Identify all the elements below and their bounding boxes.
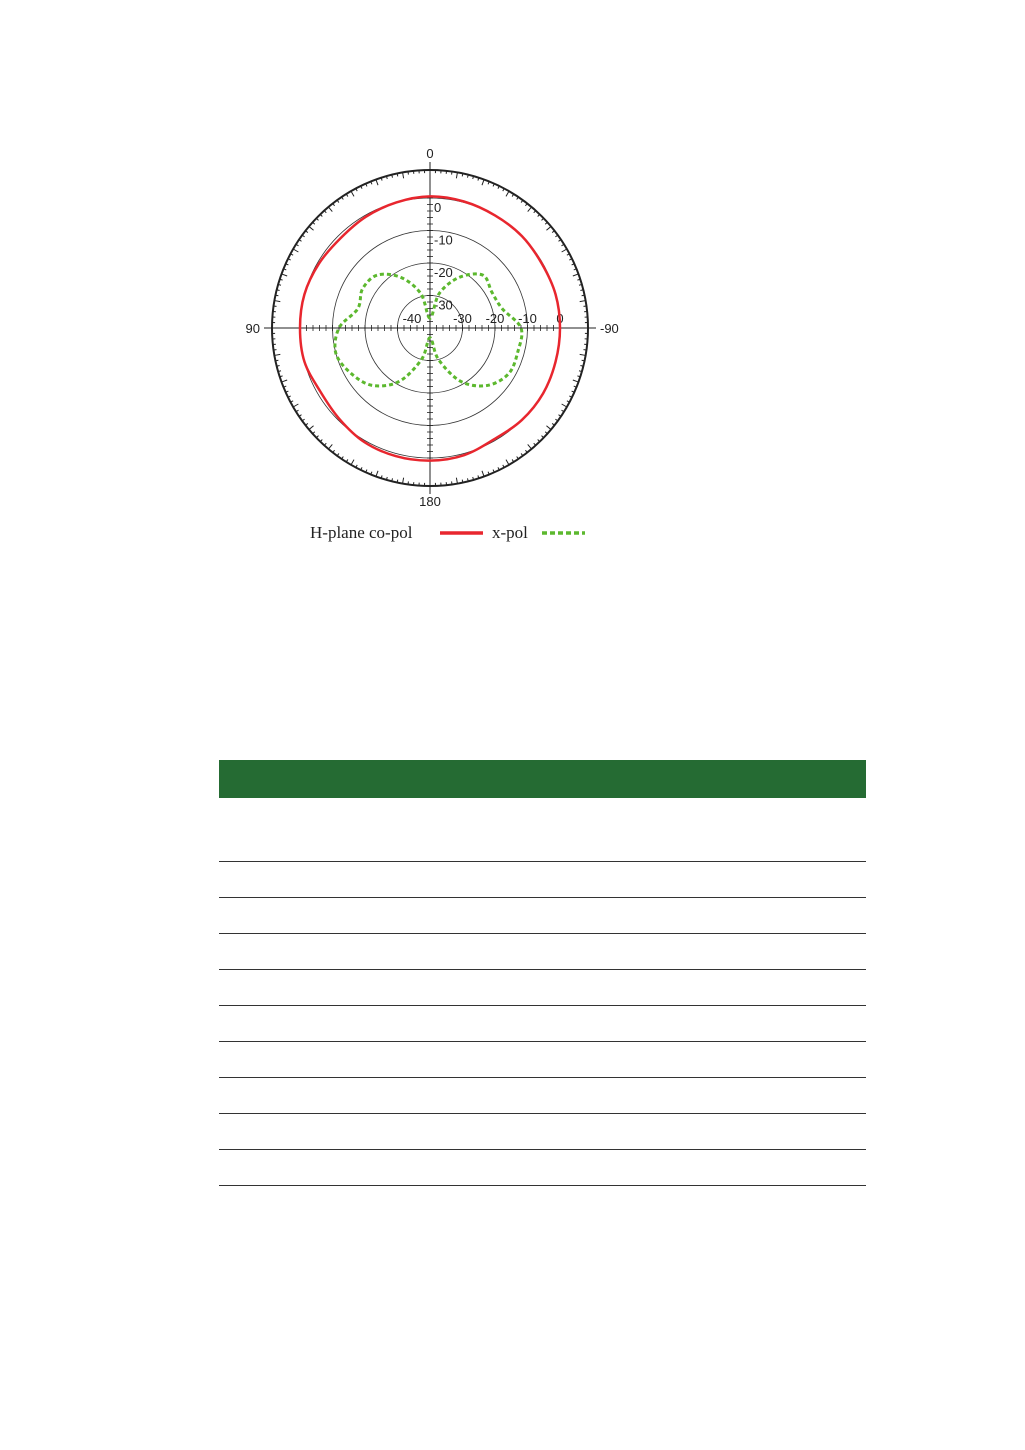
polar-tick-mark [521, 200, 523, 202]
polar-tick-mark [582, 360, 585, 361]
polar-tick-mark [342, 457, 344, 459]
polar-tick-mark [580, 290, 583, 291]
polar-chart-svg [240, 140, 630, 550]
angle-label-left: 90 [245, 321, 260, 336]
table-row [219, 862, 866, 898]
radial-tick-label-horizontal: -30 [453, 311, 472, 326]
table-cell [219, 1114, 866, 1150]
table-row [219, 1150, 866, 1186]
radial-tick-label: -30 [434, 297, 453, 313]
polar-tick-mark [397, 173, 398, 176]
polar-tick-mark [403, 172, 404, 178]
polar-tick-mark [342, 197, 344, 199]
polar-tick-mark [506, 191, 509, 196]
table-cell [219, 1042, 866, 1078]
polar-tick-mark [562, 249, 567, 252]
polar-tick-mark [302, 235, 304, 237]
spec-table [219, 760, 866, 1186]
radial-tick-label: -20 [434, 265, 453, 280]
polar-tick-mark [512, 459, 514, 462]
polar-tick-mark [528, 444, 532, 449]
table-cell [219, 1078, 866, 1114]
polar-tick-mark [277, 290, 280, 291]
polar-tick-mark [555, 235, 557, 237]
polar-tick-mark [346, 459, 348, 462]
polar-tick-mark [546, 226, 551, 230]
polar-tick-mark [299, 240, 301, 242]
table-cell [219, 798, 866, 862]
polar-tick-mark [337, 453, 339, 455]
radial-tick-label: 0 [434, 200, 442, 215]
polar-tick-mark [351, 191, 354, 196]
angle-label-right: -90 [600, 321, 619, 336]
polar-tick-mark [467, 478, 468, 481]
polar-tick-mark [293, 249, 298, 252]
table-row [219, 1078, 866, 1114]
table-cell [219, 862, 866, 898]
polar-tick-mark [376, 180, 378, 186]
angle-label-bottom: 180 [419, 494, 441, 509]
table-row [219, 1114, 866, 1150]
polar-tick-mark [528, 207, 532, 212]
polar-tick-mark [302, 419, 304, 421]
polar-tick-mark [392, 478, 393, 481]
polar-tick-mark [462, 480, 463, 483]
table-cell [219, 1150, 866, 1186]
legend-label-co-pol: H-plane co-pol [310, 523, 413, 542]
radial-tick-label-horizontal: -20 [485, 311, 505, 326]
polar-tick-mark [309, 426, 314, 430]
polar-tick-mark [328, 207, 332, 212]
series-line-x-pol [335, 274, 522, 386]
table-row [219, 898, 866, 934]
polar-tick-mark [580, 365, 583, 366]
polar-tick-mark [573, 274, 579, 276]
table-header [219, 760, 866, 798]
angle-label-top: 0 [426, 146, 434, 161]
polar-tick-mark [328, 444, 332, 449]
polar-tick-mark [274, 301, 280, 302]
polar-radiation-chart [240, 140, 630, 550]
polar-tick-mark [456, 172, 457, 178]
table-row [219, 970, 866, 1006]
radial-tick-label-horizontal: 0 [556, 311, 564, 326]
polar-tick-mark [337, 200, 339, 202]
table-cell [219, 1006, 866, 1042]
table-row [219, 1006, 866, 1042]
polar-tick-mark [293, 404, 298, 407]
radial-tick-label-horizontal: -40 [402, 311, 422, 326]
polar-tick-mark [351, 460, 354, 465]
polar-tick-mark [555, 419, 557, 421]
polar-tick-mark [559, 415, 561, 417]
polar-tick-mark [482, 180, 484, 186]
polar-tick-mark [346, 194, 348, 197]
polar-tick-mark [275, 360, 278, 361]
polar-tick-mark [275, 295, 278, 296]
polar-tick-mark [467, 175, 468, 178]
polar-tick-mark [296, 410, 299, 412]
polar-tick-mark [580, 301, 586, 302]
polar-tick-mark [517, 457, 519, 459]
polar-tick-mark [376, 471, 378, 477]
polar-tick-mark [282, 380, 288, 382]
polar-tick-mark [482, 471, 484, 477]
polar-tick-mark [296, 244, 299, 246]
table-row [219, 1042, 866, 1078]
polar-tick-mark [282, 274, 288, 276]
polar-tick-mark [561, 410, 564, 412]
polar-tick-mark [397, 480, 398, 483]
polar-tick-mark [277, 365, 280, 366]
radial-tick-label: -10 [434, 232, 453, 248]
polar-tick-mark [392, 175, 393, 178]
polar-tick-mark [512, 194, 514, 197]
polar-tick-mark [559, 240, 561, 242]
radial-tick-label-horizontal: -10 [518, 311, 537, 326]
polar-tick-mark [299, 415, 301, 417]
table-cell [219, 934, 866, 970]
table-row [219, 934, 866, 970]
polar-tick-mark [274, 354, 280, 355]
table-cell [219, 970, 866, 1006]
polar-tick-mark [462, 173, 463, 176]
table-row [219, 798, 866, 862]
polar-tick-mark [580, 354, 586, 355]
polar-tick-mark [573, 380, 579, 382]
polar-tick-mark [546, 426, 551, 430]
polar-tick-mark [562, 404, 567, 407]
table-cell [219, 898, 866, 934]
polar-tick-mark [456, 478, 457, 484]
polar-tick-mark [506, 460, 509, 465]
legend-label-x-pol: x-pol [492, 523, 528, 542]
polar-tick-mark [582, 295, 585, 296]
polar-tick-mark [517, 197, 519, 199]
polar-tick-mark [561, 244, 564, 246]
polar-tick-mark [521, 453, 523, 455]
polar-tick-mark [309, 226, 314, 230]
polar-tick-mark [403, 478, 404, 484]
